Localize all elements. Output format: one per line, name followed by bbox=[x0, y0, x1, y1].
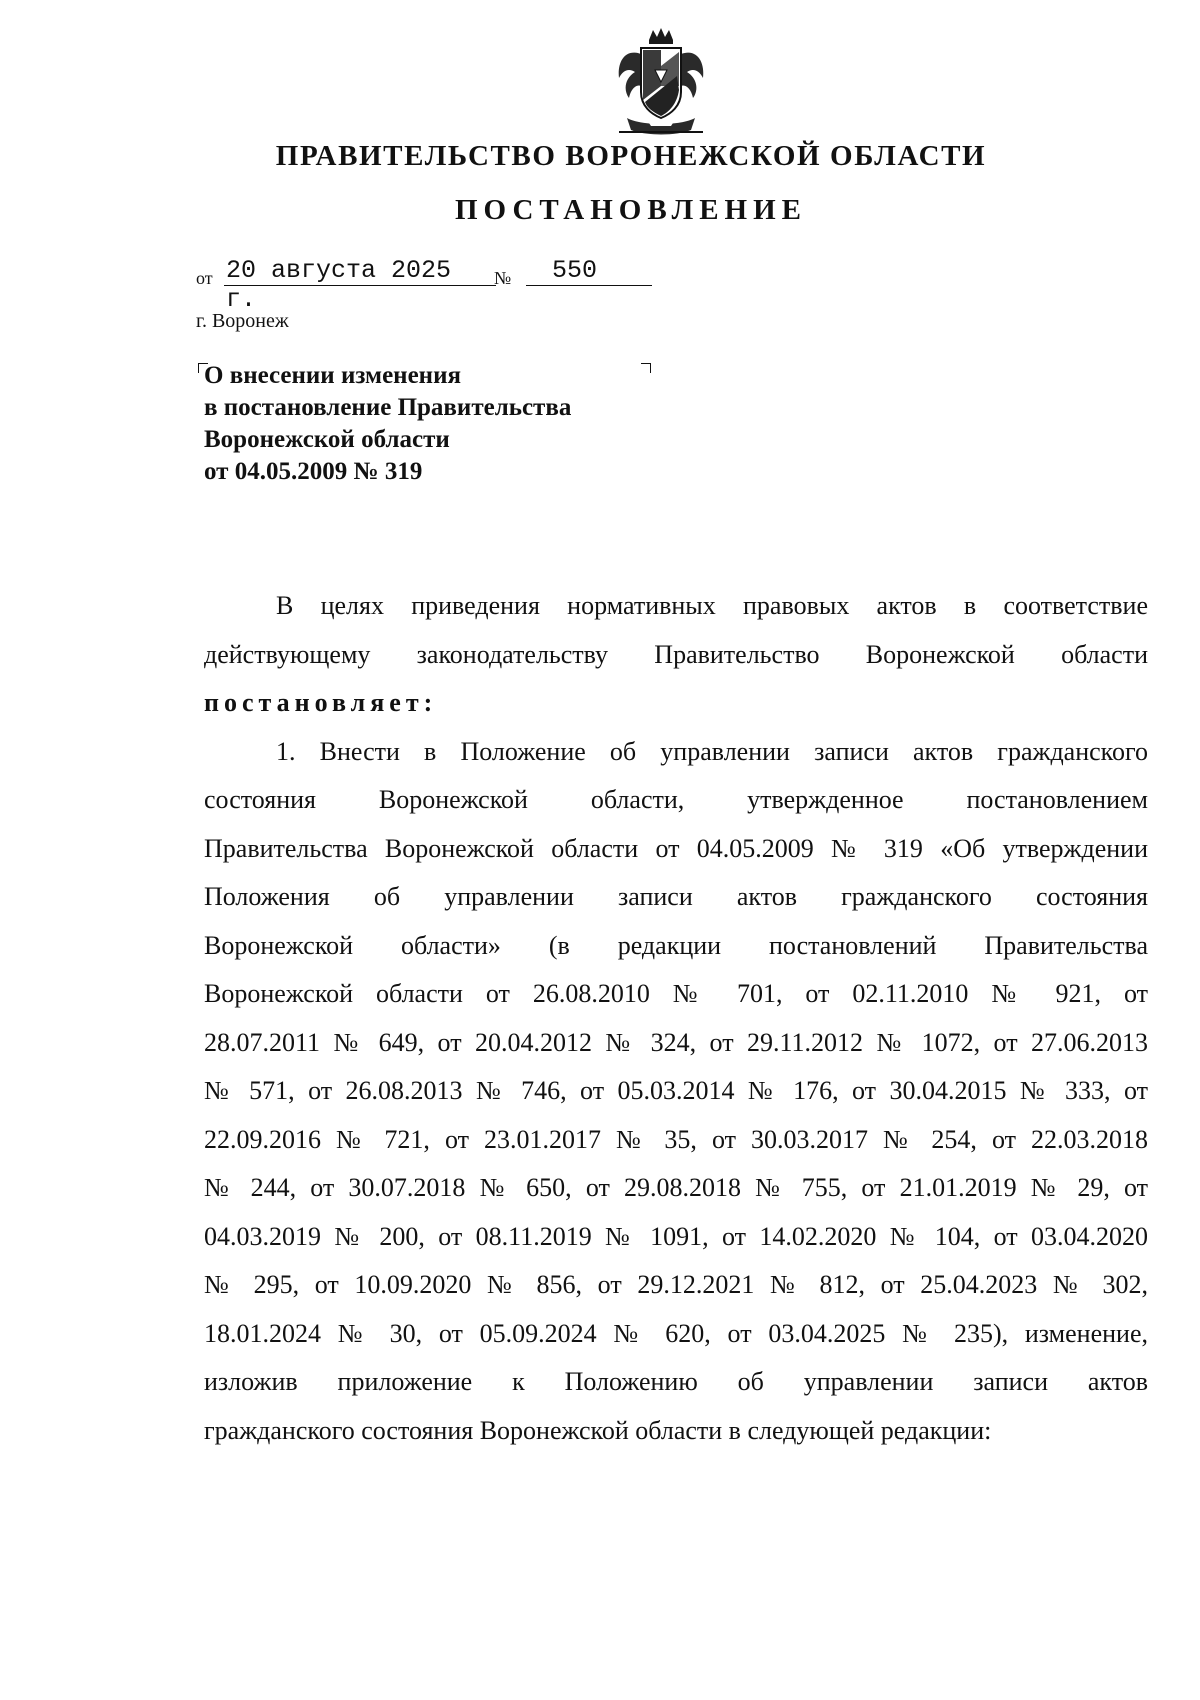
document-subject bbox=[204, 360, 571, 488]
paragraph-line: состояния Воронежской области, утвержденное постановлением bbox=[204, 785, 1148, 814]
number-prefix-label: № bbox=[494, 268, 512, 288]
paragraph-line: № 244, от 30.07.2018 № 650, от 29.08.2018 № 755, от 21.01.2019 № 29, от bbox=[204, 1173, 1148, 1202]
paragraph-line: Положения об управлении записи актов гражданского состояния bbox=[204, 882, 1148, 911]
document-date: 20 августа 2025 г. bbox=[224, 256, 496, 286]
subject-line: О внесении изменения bbox=[204, 362, 462, 389]
subject-corner-mark-right bbox=[641, 363, 651, 373]
organization-title: ПРАВИТЕЛЬСТВО ВОРОНЕЖСКОЙ ОБЛАСТИ bbox=[275, 140, 987, 172]
paragraph-line: 28.07.2011 № 649, от 20.04.2012 № 324, от 29.11.2012 № 1072, от 27.06.2013 bbox=[204, 1027, 1148, 1057]
document-number: 550 bbox=[526, 256, 652, 286]
paragraph-line: 18.01.2024 № 30, от 05.09.2024 № 620, от 03.04.2025 № 235), изменение, bbox=[204, 1318, 1148, 1348]
paragraph-line: Воронежской области» (в редакции постановлений Правительства bbox=[204, 930, 1148, 960]
date-prefix-label: от bbox=[196, 268, 213, 288]
paragraph-line: Воронежской области от 26.08.2010 № 701, от 02.11.2010 № 921, от bbox=[204, 979, 1148, 1008]
coat-of-arms-emblem bbox=[611, 26, 711, 138]
paragraph-line: 1. Внести в Положение об управлении записи актов гражданского bbox=[276, 736, 1148, 766]
document-type-title: ПОСТАНОВЛЕНИЕ bbox=[454, 194, 807, 226]
paragraph-line: № 295, от 10.09.2020 № 856, от 29.12.2021 № 812, от 25.04.2023 № 302, bbox=[204, 1270, 1148, 1299]
paragraph-line: изложив приложение к Положению об управлении записи актов bbox=[204, 1367, 1148, 1396]
preamble-line: действующему законодательству Правительство Воронежской области bbox=[204, 639, 1148, 669]
document-body bbox=[204, 582, 1148, 1455]
paragraph-line: Правительства Воронежской области от 04.05.2009 № 319 «Об утверждении bbox=[204, 833, 1148, 863]
date-number-line bbox=[196, 256, 676, 314]
subject-line: Воронежской области bbox=[204, 426, 450, 453]
paragraph-line: 04.03.2019 № 200, от 08.11.2019 № 1091, от 14.02.2020 № 104, от 03.04.2020 bbox=[204, 1221, 1148, 1251]
paragraph-line: 22.09.2016 № 721, от 23.01.2017 № 35, от 30.03.2017 № 254, от 22.03.2018 bbox=[204, 1124, 1148, 1154]
subject-line: от 04.05.2009 № 319 bbox=[204, 458, 423, 485]
city-label: г. Воронеж bbox=[196, 310, 289, 332]
paragraph-line: гражданского состояния Воронежской области в следующей редакции: bbox=[204, 1415, 992, 1445]
paragraph-line: № 571, от 26.08.2013 № 746, от 05.03.2014 № 176, от 30.04.2015 № 333, от bbox=[204, 1076, 1148, 1105]
subject-line: в постановление Правительства bbox=[204, 394, 572, 421]
decision-word-text: постановляет: bbox=[204, 688, 438, 717]
preamble-line: В целях приведения нормативных правовых актов в соответствие bbox=[276, 591, 1148, 620]
decision-word bbox=[204, 679, 1148, 728]
